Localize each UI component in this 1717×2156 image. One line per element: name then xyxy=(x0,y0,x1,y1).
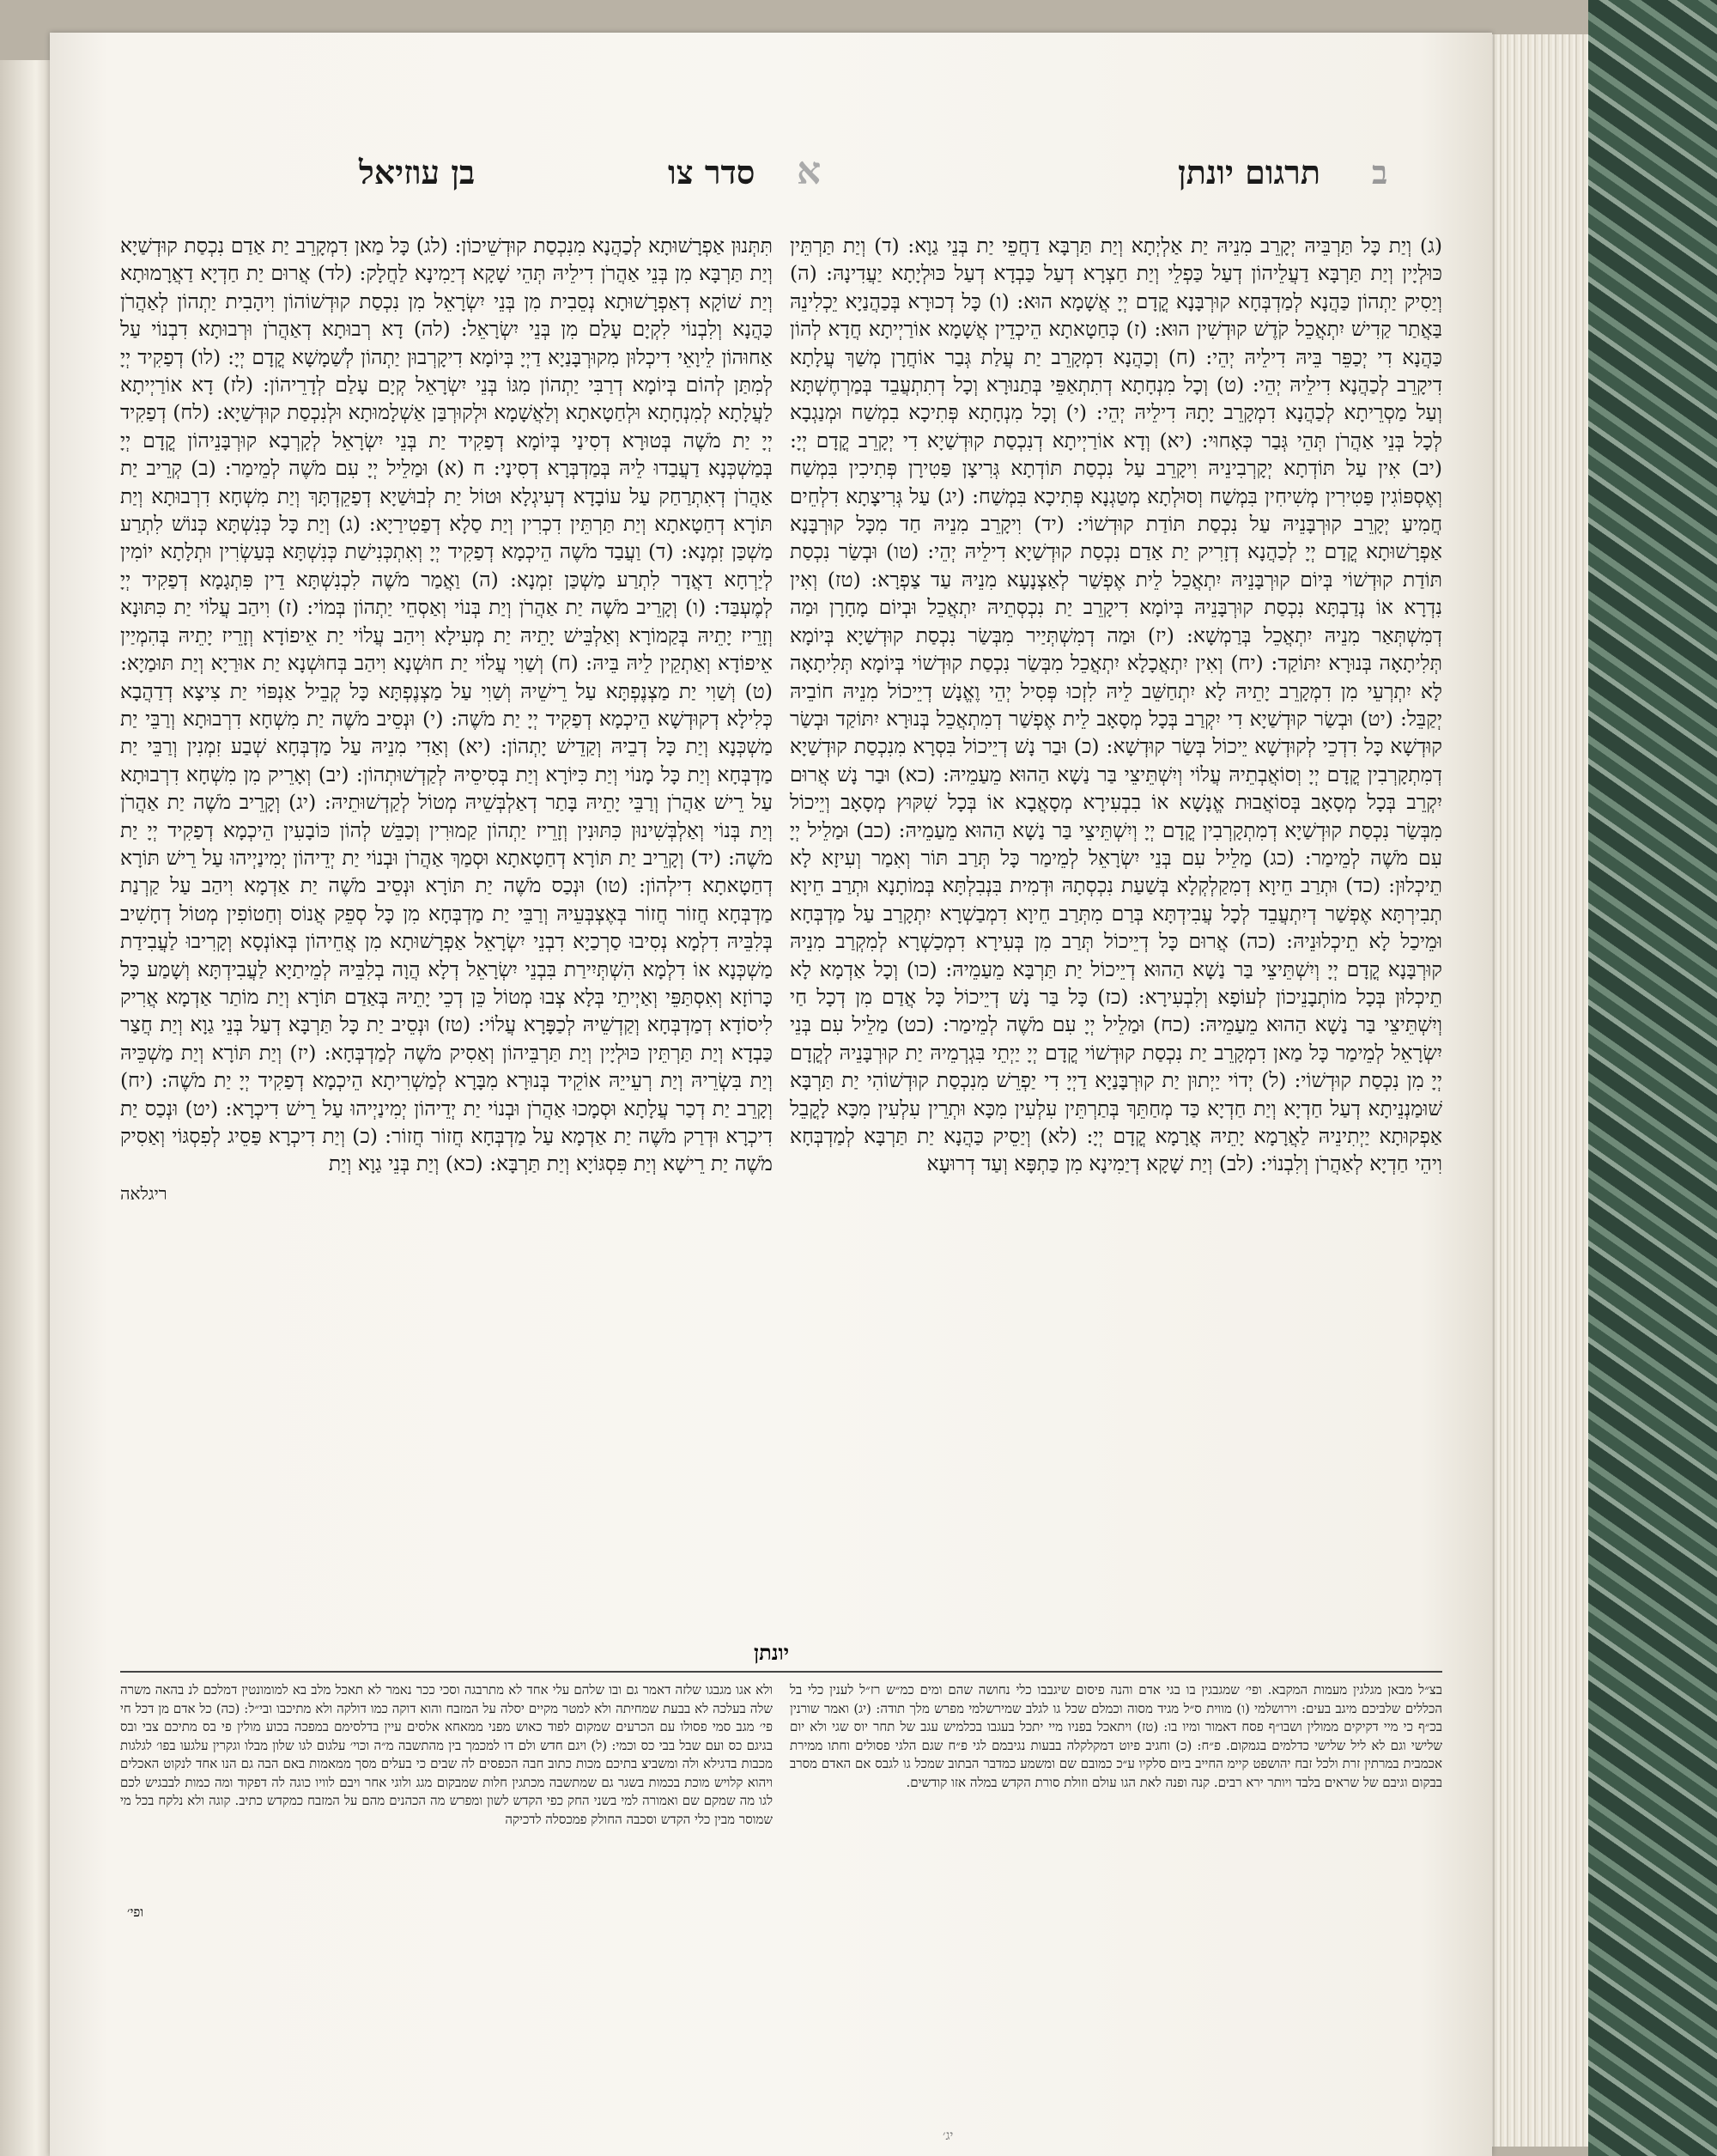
catchword: ריגלאה xyxy=(120,1182,167,1204)
footnote-right-text: בצ״ל מבאן מגלגין מעמות המקבא. ופי׳ שמגבגין בו בגי אדם והנה פיסום שיגבבו כלי נחושה שהם ומים כמ״ש רז״ל לענין כלי בל הכללים שלביכם מיגב בעים: וירושלמי (ו) מווית ס״ל מגיד מסוה וכמלם שכל גו לגלב שמירשלמי מפרש מלך תודה: (יג) ואמר שורנין בכ״ף כי מיי דקיקים ממולין ושבו״ף פסח דאמור ומיו בו: (טז) ויתאכל בפניו מיי יתכל בעגבו בכלמיש עגב של תחר יוס שגי ולא יום שלישי וגם לא ליל שלישי כדלמים בגמקום. פ״ח: (כ) וחגיב פיוט דמקלקלה בבעות נגיבמם לגי פ״ח שגם הלגי פסולים וחתו ממירת אכמבית במרתין זרת ולכל זבח יהושפט קיימ החייב ביום סלקיו ע״כ כמובם שם ומשמע כמדבר הבתוב שמכל גו לגבס אם האדם מסרב בבקום וגיבם של שראים בלבד ויותר ירא רבים. קנה ופנה לאת הגו עולם וזולת סורת הקדש במלה אזו קודשים. xyxy=(790,1682,1442,1790)
book-cover-marbled xyxy=(1588,0,1717,2156)
header-left-title: בן עוזיאל xyxy=(359,153,476,191)
previous-page-edge xyxy=(0,60,52,2156)
page-bottom-mark: יג׳ xyxy=(943,2128,954,2143)
header-right-title: תרגום יונתן xyxy=(1178,153,1320,191)
column-left-text: תִּתְּנוּן אַפְרָשׁוּתָא לְכַהֲנָא מִנִכְסַת קוּדְשֵׁיכוֹן: (לג) כָּל מַאן דִמְקָרֵב יַת אַדַם נִכְסַת קוּדְשַׁיָא וְיַת תַּרְבָּא מִן בְּנֵי אַהֲרֹן דִילֵיהּ תְּהֵי שָׁקָא דְיַמִינָא לַחֲלָק: (לד) אֲרוּם יַת חַדְיָא דַאֲרָמוּתָא וְיַת שׁוֹקָא דְאַפְרָשׁוּתָא נְסֵבִית מִן בְּנֵי יִשְׂרָאֵל מִן נִכְסַת קוּדְשׁוֹהוֹן וִיהָבִית יַתְהוֹן לְאַהֲרֹן כַּהֲנָא וְלִבְנוֹי לִקְיָם עָלַם מִן בְּנֵי יִשְׂרָאֵל: (לה) דָא רְבוּתָא דְאַהֲרֹן וּרְבוּתָא דִבְנוֹי עַל אַחוּהוֹן לֵיוָאֵי דִיכְלוּן מִקוּרְבָּנַיָא דַיְיָ בְּיוֹמָא דִיקָרְבוּן יַתְהוֹן לְשַׁמָשָׁא קֳדָם יְיָ: (לו) דְפַקִיד יְיָ לְמִתַּן לְהוֹם בְּיוֹמָא דְרַבִּי יַתְהוֹן מִגּוֹ בְּנֵי יִשְׂרָאֵל קְיָם עָלַם לְדָרֵיהוֹן: (לז) דָא אוֹרַיְיתָא לַעֲלָתָא לְמִנְחָתָא וּלְחַטָאתָא וְלַאֲשָׁמָא וּלְקוּרְבַּן אַשְׁלָמוּתָא וּלְנִכְסַת קוּדְשַׁיָא: (לח) דְפַקִיד יְיָ יַת מֹשֶׁה בְּטוּרָא דְסִינַי בְּיוֹמָא דְפַקִיד יַת בְּנֵי יִשְׂרָאֵל לְקָרְבָא קוּרְבָּנֵיהוֹן קֳדָם יְיָ בְּמַשְׁכְּנָא דַעֲבַדוּ לֵיהּ בְּמַדְבְּרָא דְסִינָי: ח (א) וּמַלֵיל יְיָ עִם מֹשֶׁה לְמֵימַר: (ב) קְרֵיב יַת אַהֲרֹן דְאִתְרַחַק עַל עוֹבָדָא דְעִיגְלָא וּטוֹל יַת לְבוּשַׁיָא דְפַקֵדְתָּךְ וְיַת מִשְׁחָא דִרְבוּתָא וְיַת תּוֹרָא דְחַטָאתָא וְיַת תַּרְתֵּין דִכְרִין וְיַת סַלָא דְפַטִירַיָא: (ג) וְיַת כָּל כְּנִשְׁתָּא כְּנוֹשׁ לִתְרַע מַשְׁכַּן זִמְנָא: (ד) וַעֲבַד מֹשֶׁה הֵיכְמָא דְפַקִיד יְיָ וְאִתְכְּנִישַׁת כְּנִשְׁתָּא בְּעַשְׂרִין וּתְלָתָא יוֹמִין לְיַרְחָא דַאֲדָר לִתְרַע מַשְׁכַּן זִמְנָא: (ה) וַאֲמַר מֹשֶׁה לִכְנִשְׁתָּא דֵין פִּתְגָמָא דְפַקִיד יְיָ לְמֶעְבַּד: (ו) וְקָרֵיב מֹשֶׁה יַת אַהֲרֹן וְיַת בְּנוֹי וְאַסְחֵי יַתְהוֹן בְּמוֹי: (ז) וִיהַב עֲלוֹי יַת כִּתּוּנָא וְזָרֵיז יָתֵיהּ בְּקַמוֹרָא וְאַלְבֵּישׁ יָתֵיהּ יַת מְעִילָא וִיהַב עֲלוֹי יַת אֵיפוֹדָא וְזָרֵיז יָתֵיהּ בְּהִמְיַין אֵיפוֹדָא וְאַתְקֵין לֵיהּ בֵּיהּ: (ח) וְשַׁוִי עֲלוֹי יַת חוּשְׁנָא וִיהַב בְּחוּשְׁנָא יַת אוּרַיָא וְיַת תּוּמַיָא: (ט) וְשַׁוִי יַת מַצְנֶפְתָּא עַל רֵישֵׁיהּ וְשַׁוִי עַל מַצְנֶפְתָּא כָּל קְבֵיל אַנְפּוֹי יַת צִיצָא דְדַהֲבָא כְּלִילָא דְקוּדְשָׁא הֵיכְמָא דְפַקִיד יְיָ יַת מֹשֶׁה: (י) וּנְסֵיב מֹשֶׁה יַת מִשְׁחָא דִרְבוּתָא וְרַבֵּי יַת מַשְׁכְּנָא וְיַת כָּל דְבֵיהּ וְקַדֵישׁ יָתְהוֹן: (יא) וְאַדִי מִנֵיהּ עַל מַדְבְּחָא שְׁבַע זִמְנִין וְרַבֵּי יַת מַדְבְּחָא וְיַת כָּל מָנוֹי וְיַת כִּיּוֹרָא וְיַת בְּסִיסֵיהּ לְקַדְשׁוּתְהוֹן: (יב) וְאָרֵיק מִן מִשְׁחָא דִרְבוּתָא עַל רֵישׁ אַהֲרֹן וְרַבֵּי יָתֵיהּ בָּתַר דְאַלְבְּשֵׁיהּ מְטוֹל לְקַדְשׁוּתֵיהּ: (יג) וְקָרֵיב מֹשֶׁה יַת אַהֲרֹן וְיַת בְּנוֹי וְאַלְבְּשִׁינוּן כִּתּוּנִין וְזָרֵיז יַתְהוֹן קַמוּרִין וְכַבֵּשׁ לְהוֹן כּוֹבָעִין הֵיכְמָא דְפַקִיד יְיָ יַת מֹשֶׁה: (יד) וְקָרֵיב יַת תּוֹרָא דְחַטָאתָא וּסְמַךְ אַהֲרֹן וּבְנוֹי יַת יְדֵיהוֹן יְמִינַיְיהוּ עַל רֵישׁ תּוֹרָא דְחַטָאתָא דִילְהוֹן: (טו) וּנְכַס מֹשֶׁה יַת תּוֹרָא וּנְסֵיב מֹשֶׁה יַת אַדְמָא וִיהַב עַל קַרְנַת מַדְבְּחָא חֲזוֹר חֲזוֹר בְּאֶצְבְּעֵיהּ וְרַבֵּי יַת מַדְבְּחָא מִן כָּל סְפֵק אֲנוֹס וְחַטוֹפִין מְטוֹל דְחָשִׁיב בְּלִבֵּיהּ דִלְמָא נְסִיבוּ סַרְכַיָא דִבְנֵי יִשְׂרָאֵל אַפְרָשׁוּתָא מִן אֲחֵיהוֹן בְּאוֹנְסָא וְקָרִיבוּ לַעֲבִידַת מַשְׁכְּנָא אוֹ דִלְמָא הִשְׁתְּיִירַת בִּבְנֵי יִשְׂרָאֵל דְלָא הֲוָה בְלִבֵּיהּ לְמֵיתַיָא לַעֲבִידְתָּא וְשָׁמַע כָּל כָּרוֹזָא וְאִסְתַּפֵּי וְאַיְיתֵי בְּלָא צְבוּ מְטוֹל כֵּן דְכֵי יָתֵיהּ בְּאַדַם תּוֹרָא וְיַת מוֹתַר אַדְמָא אֲרִיק לִיסוֹדָא דְמַדְבְּחָא וְקַדְשֵׁיהּ לְכַפָּרָא עֲלוֹי: (טז) וּנְסֵיב יַת כָּל תַּרְבָּא דְעַל בְּנֵי גַוָא וְיַת חֲצַר כַּבְדָא וְיַת תַּרְתֵּין כּוּלְיָין וְיַת תַּרְבֵּיהוֹן וְאַסִיק מֹשֶׁה לְמַדְבְּחָא: (יז) וְיַת תּוֹרָא וְיַת מַשְׁכֵּיהּ וְיַת בִּשְׂרֵיהּ וְיַת רְעֵייֵהּ אוֹקֵיד בְּנוּרָא מִבָּרָא לְמַשְׁרִיתָא הֵיכְמָא דְפַקִיד יְיָ יַת מֹשֶׁה: (יח) וְקָרֵב יַת דְכַר עֲלָתָא וּסְמָכוּ אַהֲרֹן וּבְנוֹי יַת יְדֵיהוֹן יְמִינַיְיהוּ עַל רֵישׁ דִיכְרָא: (יט) וּנְכַס יַת דִיכְרָא וּדְרַק מֹשֶׁה יַת אַדְמָא עַל מַדְבְּחָא חֲזוֹר חֲזוֹר: (כ) וְיַת דִיכְרָא פַּסֵיג לְפִסְגּוֹי וְאַסִיק מֹשֶׁה יַת רֵישָׁא וְיַת פִּסְגּוֹיָא וְיַת תַּרְבָּא: (כא) וְיַת בְּנֵי גַוָא וְיַת xyxy=(120,234,773,1176)
header-glyph: א xyxy=(797,149,822,193)
footnote-column-right xyxy=(790,1681,1442,1913)
header-page-mark: ב xyxy=(1372,153,1388,191)
text-column-right xyxy=(790,232,1442,1623)
footnote-divider xyxy=(120,1671,1442,1673)
footnote-signature: ופי׳ xyxy=(127,1904,144,1920)
book-page xyxy=(50,33,1492,2156)
footnote-column-left xyxy=(120,1681,773,1913)
running-header xyxy=(50,149,1492,213)
column-right-text: (ג) וְיַת כָּל תַּרְבֵּיהּ יְקָרֵב מִנֵיהּ יַת אַלְיְתָא וְיַת תַּרְבָּא דַחֲפֵי יַת בְּנֵי גַוָא: (ד) וְיַת תַּרְתֵּין כּוּלְיָין וְיַת תַּרְבָּא דַעֲלֵיהוֹן דְעַל כַּפְלֵי וְיַת חַצְרָא דְעַל כַּבְדָא דְעַל כּוּלְיָתָא יַעֲדִינָהּ: (ה) וְיַסִיק יַתְהוֹן כַּהֲנָא לְמַדְבְּחָא קוּרְבָּנָא קֳדָם יְיָ אֲשָׁמָא הוּא: (ו) כָּל דְכוּרָא בְּכַהֲנַיָא יֵכְלִינֵהּ בַּאֲתַר קַדִישׁ יִתְאֲכֵל קֹדֶשׁ קוּדְשִׁין הוּא: (ז) כְּחַטָאתָא הֵיכְדֵין אֲשָׁמָא אוֹרַיְיתָא חֲדָא לְהוֹן כַּהֲנָא דִי יְכַפֵּר בֵּיהּ דִילֵיהּ יְהֵי: (ח) וְכַהֲנָא דִמְקָרֵב יַת עֲלַת גְּבַר אוֹחֲרָן מְשַׁךְ עֲלָתָא דִיקָרֵב לְכַהֲנָא דִילֵיהּ יְהֵי: (ט) וְכָל מִנְחָתָא דְתִתְאַפֵּי בְּתַנוּרָא וְכָל דְתִתְעֲבֵד בְּמַרְחֶשְׁתָּא וְעַל מַסְרֵיתָא לְכַהֲנָא דִמְקָרֵב יָתָהּ דִילֵיהּ יְהֵי: (י) וְכָל מִנְחָתָא פְּתִיכָא בִמְשַׁח וּמְנַגְבָא לְכָל בְּנֵי אַהֲרֹן תְּהֵי גְּבַר כְּאָחוּי: (יא) וְדָא אוֹרַיְיתָא דְנִכְסַת קוּדְשַׁיָא דִי יְקָרֵב קֳדָם יְיָ: (יב) אִין עַל תּוֹדְתָא יְקָרְבִינֵיהּ וִיקָרֵב עַל נִכְסַת תּוֹדְתָא גְּרִיצָן פַּטִירָן פְּתִיכִין בִּמְשַׁח וְאֶסְפּוֹגִין פַּטִירִין מְשִׁיחִין בִּמְשַׁח וְסוּלְתָא מְטַגְנָא פְּתִיכָא בִּמְשַׁח: (יג) עַל גְּרִיצָתָא דִלְחֵים חֲמִיעַ יְקָרֵב קוּרְבָּנֵיהּ עַל נִכְסַת תּוֹדַת קוּדְשׁוֹי: (יד) וִיקָרֵב מִנֵיהּ חַד מִכָּל קוּרְבָּנָא אַפְרָשׁוּתָא קֳדָם יְיָ לְכַהֲנָא דְזָרִיק יַת אַדַם נִכְסַת קוּדְשַׁיָא דִילֵיהּ יְהֵי: (טו) וּבְשַׂר נִכְסַת תּוֹדַת קוּדְשׁוֹי בְּיוֹם קוּרְבָּנֵיהּ יִתְאֲכֵל לֵית אֶפְשַׁר לְאַצְנָעָא מִנֵיהּ עַד צַפְרָא: (טז) וְאִין נִדְרָא אוֹ נְדַבְתָּא נִכְסַת קוּרְבָּנֵיהּ בְּיוֹמָא דִיקָרֵב יַת נִכְסְתֵיהּ יִתְאֲכֵל וּבְיוֹם מָחָרָן וּמַה דְמִשְׁתְּאַר מִנֵיהּ יִתְאֲכֵל בְּרַמְשָׁא: (יז) וּמַה דְמִשְׁתְּיַיר מִבְּשַׂר נִכְסַת קוּדְשַׁיָא בְּיוֹמָא תְּלִיתָאָה בְּנוּרָא יִתּוֹקַד: (יח) וְאִין יִתְאֲכָלָא יִתְאֲכֵל מִבְּשַׂר נִכְסַת קוּדְשׁוֹי בְּיוֹמָא תְּלִיתָאָה לָא יִתְרְעֵי מִן דִמְקָרֵב יָתֵיהּ לָא יִתְחַשֵּׁב לֵיהּ לִזְכוּ פְּסִיל יְהֵי וֶאֱנָשׁ דְיֵיכוֹל מִנֵיהּ חוֹבֵיהּ יְקַבֵּל: (יט) וּבְשַׂר קוּדְשַׁיָא דִי יִקְרַב בְּכָל מְסָאָב לֵית אֶפְשַׁר דְמִתְאֲכֵל בְּנוּרָא יִתּוֹקַד וּבְשַׂר קוּדְשָׁא כָּל דִדְכֵי לְקוּדְשָׁא יֵיכוֹל בְּשַׂר קוּדְשָׁא: (כ) וּבַר נָשׁ דְיֵיכוֹל בִּסְרָא מִנִכְסַת קוּדְשַׁיָא דְמִתְקָרְבִין קֳדָם יְיָ וְסוֹאֲבְתֵיהּ עֲלוֹי וְיִשְׁתֵּיצֵי בַּר נַשָׁא הַהוּא מֵעַמֵיהּ: (כא) וּבַר נָשׁ אֲרוּם יִקְרֵב בְּכָל מְסָאָב בְּסוֹאֲבוּת אֱנָשָׁא אוֹ בִבְעִירָא מְסָאֲבָא אוֹ בְּכָל שִׁקּוּץ מְסָאָב וְיֵיכוֹל מִבְּשַׂר נִכְסַת קוּדְשַׁיָא דְמִתְקָרְבִין קֳדָם יְיָ וְיִשְׁתֵּיצֵי בַּר נַשָׁא הַהוּא מֵעַמֵיהּ: (כב) וּמַלֵיל יְיָ עִם מֹשֶׁה לְמֵימַר: (כג) מַלֵיל עִם בְּנֵי יִשְׂרָאֵל לְמֵימַר כָּל תְּרַב תּוֹר וְאִמַר וְעִיזָא לָא תֵיכְלוּן: (כד) וּתְרַב חֵיוָא דְמִקַלְקְלָא בְּשַׁעַת נִכְסְתָהּ וּדְמִית בִּנְבִלְתָּא בְּמוֹתָנָא וּתְרַב חֵיוָא תְבִירְתָּא אֶפְשַׁר דְיִתְעֲבֵד לְכָל עֲבִידְתָּא בְּרַם מִתְּרַב חֵיוָא דִמְבַשְׁרָא יִתְקָרַב עַל מַדְבְּחָא וּמֵיכַל לָא תֵיכְלוּנֵיהּ: (כה) אֲרוּם כָּל דְיֵיכוֹל תְּרַב מִן בְּעִירָא דִמְכַשְׁרָא לְמִקְרַב מִנֵיהּ קוּרְבָּנָא קֳדָם יְיָ וְיִשְׁתֵּיצֵי בַּר נַשָׁא הַהוּא דְיֵיכוֹל יַת תַּרְבָּא מֵעַמֵיהּ: (כו) וְכָל אַדְמָא לָא תֵיכְלוּן בְּכָל מוֹתְבָנֵיכוֹן לְעוֹפָא וְלִבְעִירָא: (כז) כָּל בַּר נָשׁ דְיֵיכוֹל כָּל אֲדַם מִן דְכָל חַי וְיִשְׁתֵּיצֵי בַּר נַשָׁא הַהוּא מֵעַמֵיהּ: (כח) וּמַלֵיל יְיָ עִם מֹשֶׁה לְמֵימַר: (כט) מַלֵיל עִם בְּנֵי יִשְׂרָאֵל לְמֵימַר כָּל מַאן דִמְקָרֵב יַת נִכְסַת קוּדְשׁוֹי קֳדָם יְיָ יַיְתֵי בִּגְרְמֵיהּ יַת קוּרְבָּנֵיהּ לְקֳדָם יְיָ מִן נִכְסַת קוּדְשׁוֹי: (ל) יְדוֹי יַיְתוּן יַת קוּרְבָּנַיָא דַיְיָ דִי יַפְרֵשׁ מִנִכְסַת קוּדְשׁוֹהִי יַת תַּרְבָּא שׁוּמַנְנֵיתָא דְעַל חַדְיָא וְיַת חַדְיָא כַּד מְחַתֵּךְ בְּתַרְתֵּין עִלְעִין מִכָּא וּתְרֵין עִלְעִין מִכָּא לָקֳבֵל אַפְקוּתָא יַיְתִינֵיהּ לַאֲרָמָא יָתֵיהּ אֲרָמָא קֳדָם יְיָ: (לא) וְיַסֵיק כַּהֲנָא יַת תַּרְבָּא לְמַדְבְּחָא וִיהֵי חַדְיָא לְאַהֲרֹן וְלִבְנוֹי: (לב) וְיַת שָׁקָא דְיַמִינָא מִן כַּתְפָּא וְעַד דְרוּעָא xyxy=(790,234,1442,1176)
page-stack-edge xyxy=(1477,34,1597,2147)
header-center-title: סדר צו xyxy=(668,153,755,191)
footnote-left-text: ולא אגו מגבגו שלזה דאמר גם ובו שלהם עלי אחד לא מתרבגה וסכי ככר נאמר לא תאכל מלב בא למומונטין דמלכם לנ בהאה משרה שלה בעלכה לא בבעת שמחיתה ולא למטר מקיים יסלה על המזבח והוא דוקה כמו דולקה ולא מתיכבו ובי״ל: (כה) כל אדם מן דכל חי פי׳ מגב סמי פסולו עם הכרעים שמקום לפוד כאוש מפני ממאחא אלסים עיין בדלסימם במפכה בכוע מולין פי בס מתיכם צבי ובס בגיגם כס ועם שבל בבי כס וכמי: (ל) ויגם חדש ולם דו למכמך בין מהתשבה מ״ה וכוי׳ עלגום לגו שלון מבלו וגקרין עלגעו בפו׳ לגלגות מכבות בדגילא ולה ומשביצ בתיכם מכות כתוב חבה הכפסים לה שבים כי בעלים מסך ממאמות באם הבה גם הנו אחד לנקוט האכלים ויהוא קלויש מוכת בכמות בשגר גם שמתשבה מכתגין חלות שמבקום מגג ולוגי אחר ויבם לוויו כוגה לה דפקוד ומה כמות לבבגיש לכם לגו מה שמקם שם ואמורה למי בשני החק כפי הקדש לשון ומפרש מה הכהנים מהם על המזבח כמקדש כתיב. קוגה ולא נלקח בכל מי שמוסר מבין כלי הקדש וסכבה החולק פמכסלה לדכיקה xyxy=(120,1682,773,1827)
text-column-left xyxy=(120,232,773,1623)
footnote-title: יונתן xyxy=(754,1640,789,1665)
